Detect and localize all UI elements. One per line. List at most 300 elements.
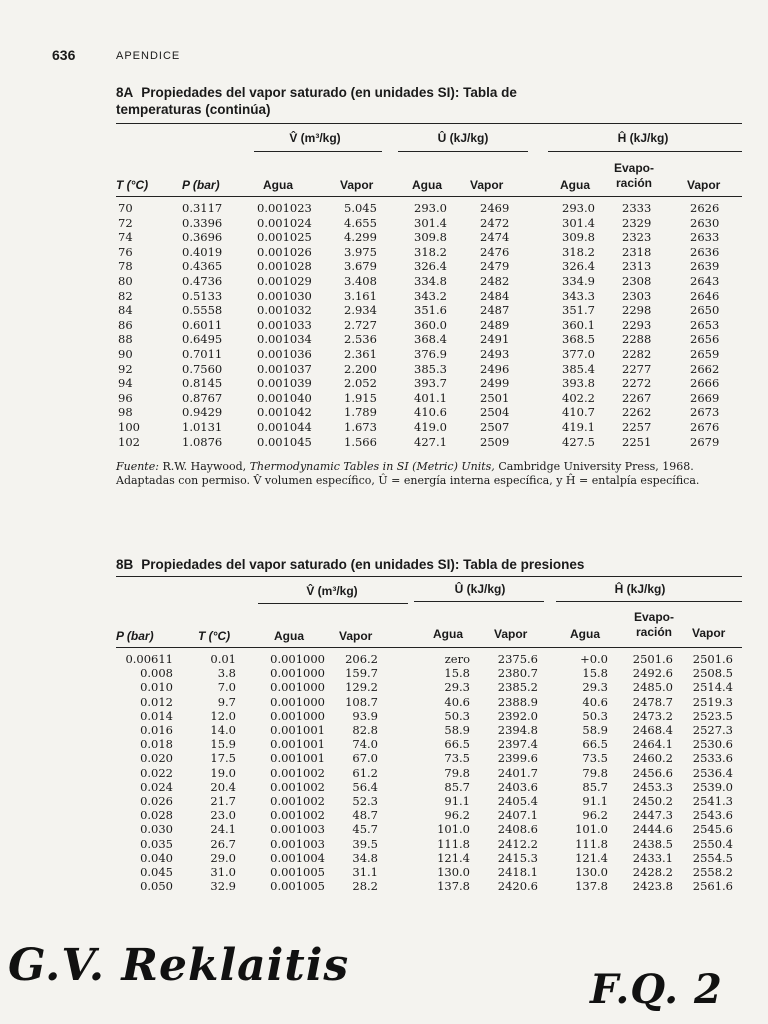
table-b-cell: 2545.6 bbox=[692, 822, 733, 837]
table-a-cell: 401.1 bbox=[414, 390, 447, 405]
table-a-cell: 2646 bbox=[690, 288, 720, 303]
table-a-cell: 2504 bbox=[480, 405, 510, 420]
table-b-cell: 12.0 bbox=[210, 708, 236, 723]
table-b-cell: 14.0 bbox=[210, 723, 236, 737]
table-a-cell: 2489 bbox=[480, 317, 510, 332]
table-b-cell: 2530.6 bbox=[692, 737, 733, 752]
table-a-cell: 402.2 bbox=[562, 390, 595, 405]
table-a-cell: 96 bbox=[118, 390, 133, 405]
table-a-cell: 2487 bbox=[480, 303, 510, 318]
table-b-cell: 2527.3 bbox=[692, 723, 733, 737]
handwritten-note: F.Q. 2 bbox=[590, 966, 723, 1013]
table-b-cell: 2423.8 bbox=[632, 879, 673, 894]
table-b-cell: 50.3 bbox=[582, 708, 608, 723]
table-a-col-u-vapor: Vapor bbox=[470, 178, 504, 192]
table-b-group-h: Ĥ (kJ/kg) bbox=[614, 582, 666, 596]
table-b-cell: 2392.0 bbox=[497, 708, 538, 723]
table-a-cell: 2.934 bbox=[344, 303, 377, 318]
table-b-cell: 0.001004 bbox=[270, 850, 325, 865]
table-b-cell: 2405.4 bbox=[497, 794, 538, 808]
table-b-cell: 2385.2 bbox=[497, 680, 538, 695]
table-a-cell: 410.7 bbox=[562, 405, 595, 420]
table-a-cell: 0.001033 bbox=[257, 317, 312, 332]
table-a-cell: 2318 bbox=[622, 244, 652, 259]
table-b-cell: 73.5 bbox=[582, 751, 608, 766]
table-a-cell: 100 bbox=[118, 420, 140, 434]
table-b-cell: 7.0 bbox=[217, 680, 236, 695]
table-a-cell: 0.001039 bbox=[257, 376, 312, 391]
table-b-cell: 137.8 bbox=[575, 879, 608, 894]
table-a-header-rule bbox=[116, 196, 742, 197]
table-b-col-h-agua: Agua bbox=[570, 627, 600, 641]
table-a-cell: 2.727 bbox=[344, 317, 377, 332]
table-a-col-h-agua: Agua bbox=[560, 178, 590, 192]
table-b-cell: 2485.0 bbox=[632, 680, 673, 695]
table-b-cell: 9.7 bbox=[217, 694, 236, 709]
page-number: 636 bbox=[52, 47, 76, 63]
table-b-cell: 2561.6 bbox=[692, 879, 733, 894]
table-b-cell: 58.9 bbox=[444, 723, 470, 737]
table-b-cell: 50.3 bbox=[444, 708, 470, 723]
table-a-cell: 2653 bbox=[690, 317, 720, 332]
table-a-cell: 2484 bbox=[480, 288, 510, 303]
table-a-cell: 2282 bbox=[622, 347, 652, 361]
table-b-cell: zero bbox=[444, 652, 470, 666]
table-b-cell: 0.018 bbox=[140, 737, 173, 752]
table-b-cell: 2375.6 bbox=[497, 652, 538, 666]
table-a-cell: 393.7 bbox=[414, 376, 447, 391]
table-b-group-v: V̂ (m³/kg) bbox=[306, 584, 358, 598]
table-a-cell: 2267 bbox=[622, 390, 652, 405]
table-a-title-line1: Propiedades del vapor saturado (en unidades SI): Tabla de bbox=[141, 85, 517, 100]
table-a-id: 8A bbox=[116, 85, 134, 100]
table-a-cell: 1.0131 bbox=[182, 420, 223, 434]
table-a-cell: 1.789 bbox=[344, 405, 377, 420]
table-a-group-rule-h bbox=[548, 151, 742, 152]
table-a-cell: 0.9429 bbox=[182, 405, 223, 420]
table-b-cell: 2447.3 bbox=[632, 808, 673, 823]
table-a-cell: 102 bbox=[118, 434, 140, 449]
table-a-cell: 2626 bbox=[690, 201, 720, 215]
table-b-cell: 39.5 bbox=[352, 836, 378, 851]
table-a-cell: 2659 bbox=[690, 347, 720, 361]
table-b-cell: 73.5 bbox=[444, 751, 470, 766]
table-b-cell: 31.1 bbox=[352, 865, 378, 879]
table-a-cell: 301.4 bbox=[414, 215, 447, 230]
table-b-cell: 15.9 bbox=[210, 737, 236, 752]
table-b-cell: 2444.6 bbox=[632, 822, 673, 837]
table-b-col-h-evap-2: ración bbox=[635, 625, 672, 639]
table-a-cell: 1.673 bbox=[344, 420, 377, 434]
table-a-cell: 334.8 bbox=[414, 274, 447, 288]
table-b-cell: 79.8 bbox=[582, 765, 608, 780]
table-a-cell: 2507 bbox=[480, 420, 510, 434]
table-a-cell: 2303 bbox=[622, 288, 652, 303]
table-b-cell: 2523.5 bbox=[692, 708, 733, 723]
table-b-header-rule bbox=[116, 647, 742, 648]
table-b-cell: 2401.7 bbox=[497, 765, 538, 780]
table-b-cell: 2519.3 bbox=[692, 694, 733, 709]
table-a-cell: 0.001045 bbox=[257, 434, 312, 449]
table-a-cell: 293.0 bbox=[414, 201, 447, 215]
table-b-cell: 0.001000 bbox=[270, 652, 325, 666]
table-a-cell: 376.9 bbox=[414, 347, 447, 361]
table-a-title-line2: temperaturas (continúa) bbox=[116, 102, 271, 117]
table-a-cell: 74 bbox=[118, 230, 133, 245]
table-b-cell: 34.8 bbox=[352, 850, 378, 865]
table-a-cell: 0.4019 bbox=[182, 244, 223, 259]
table-a-cell: 88 bbox=[118, 332, 133, 347]
table-a-cell: 2643 bbox=[690, 274, 720, 288]
table-b-cell: 0.001001 bbox=[270, 737, 325, 752]
table-b-col-u-vapor: Vapor bbox=[494, 627, 528, 641]
table-b-cell: 2399.6 bbox=[497, 751, 538, 766]
table-b-cell: 0.022 bbox=[140, 765, 173, 780]
table-b-cell: 2536.4 bbox=[692, 765, 733, 780]
table-b-group-u: Û (kJ/kg) bbox=[454, 582, 506, 596]
table-a-cell: 2329 bbox=[622, 215, 652, 230]
table-a-cell: 2662 bbox=[690, 361, 720, 376]
table-a-cell: 343.2 bbox=[414, 288, 447, 303]
table-b-cell: 0.024 bbox=[140, 779, 173, 794]
table-a-cell: 86 bbox=[118, 317, 133, 332]
table-a-col-u-agua: Agua bbox=[412, 178, 442, 192]
table-a-cell: 2479 bbox=[480, 259, 510, 274]
table-b-cell: 121.4 bbox=[437, 850, 470, 865]
table-b-cell: 2428.2 bbox=[632, 865, 673, 879]
table-a-cell: 0.8767 bbox=[182, 390, 223, 405]
table-a-cell: 0.3696 bbox=[182, 230, 223, 245]
table-a-cell: 2499 bbox=[480, 376, 510, 391]
table-b-cell: 0.001000 bbox=[270, 666, 325, 681]
table-a-cell: 351.7 bbox=[562, 303, 595, 318]
table-b-cell: 2492.6 bbox=[632, 666, 673, 681]
table-a-cell: 2633 bbox=[690, 230, 720, 245]
table-a-cell: 2636 bbox=[690, 244, 720, 259]
table-b-cell: 0.045 bbox=[140, 865, 173, 879]
table-a-cell: 3.161 bbox=[344, 288, 377, 303]
table-a-cell: 2482 bbox=[480, 274, 510, 288]
table-b-title bbox=[116, 556, 584, 573]
table-a-cell: 92 bbox=[118, 361, 133, 376]
table-a-cell: 0.001024 bbox=[257, 215, 312, 230]
table-a-cell: 2.052 bbox=[344, 376, 377, 391]
footnote-rest: Cambridge University Press, 1968. Adaptadas con permiso. V̂ volumen específico, Û = energía interna específica, y Ĥ = entalpía específica. bbox=[116, 460, 700, 487]
table-a-cell: 98 bbox=[118, 405, 133, 420]
table-b-cell: 130.0 bbox=[437, 865, 470, 879]
table-a-cell: 0.001029 bbox=[257, 274, 312, 288]
table-b-col-p: P (bar) bbox=[116, 629, 154, 643]
footnote-book: Thermodynamic Tables in SI (Metric) Units, bbox=[249, 460, 495, 473]
table-a-cell: 0.001025 bbox=[257, 230, 312, 245]
table-a-cell: 2313 bbox=[622, 259, 652, 274]
table-b-cell: 0.00611 bbox=[125, 652, 173, 666]
table-a-cell: 0.001042 bbox=[257, 405, 312, 420]
table-a-col-p: P (bar) bbox=[182, 178, 220, 192]
table-a-cell: 309.8 bbox=[562, 230, 595, 245]
footnote-label: Fuente: bbox=[116, 460, 159, 473]
table-b-col-h-evap-1: Evapo- bbox=[633, 610, 674, 624]
table-b-cell: 0.001001 bbox=[270, 723, 325, 737]
table-b-cell: 29.0 bbox=[210, 850, 236, 865]
table-b-cell: 45.7 bbox=[352, 822, 378, 837]
table-a-cell: 0.001030 bbox=[257, 288, 312, 303]
table-b-cell: 2468.4 bbox=[632, 723, 673, 737]
table-a-cell: 318.2 bbox=[414, 244, 447, 259]
table-a-cell: 0.001036 bbox=[257, 347, 312, 361]
table-b-cell: 85.7 bbox=[582, 779, 608, 794]
table-b-cell: 129.2 bbox=[345, 680, 378, 695]
table-b-cell: 0.001001 bbox=[270, 751, 325, 766]
table-a-col-v-vapor: Vapor bbox=[340, 178, 374, 192]
table-b-col-t: T (°C) bbox=[198, 629, 231, 643]
table-b-cell: 82.8 bbox=[352, 723, 378, 737]
table-a-title bbox=[116, 84, 517, 118]
table-b-cell: 2412.2 bbox=[497, 836, 538, 851]
table-a-cell: 326.4 bbox=[562, 259, 595, 274]
table-b-cell: 206.2 bbox=[345, 652, 378, 666]
table-a-cell: 2501 bbox=[480, 390, 510, 405]
table-b-cell: 40.6 bbox=[444, 694, 470, 709]
table-a-cell: 410.6 bbox=[414, 405, 447, 420]
table-a-col-h-vapor: Vapor bbox=[687, 178, 721, 192]
table-b-cell: 2415.3 bbox=[497, 850, 538, 865]
table-b-cell: 0.001002 bbox=[270, 808, 325, 823]
table-b-cell: 2380.7 bbox=[497, 666, 538, 681]
table-b-cell: 17.5 bbox=[210, 751, 236, 766]
table-a-cell: 419.1 bbox=[562, 420, 595, 434]
table-b-cell: 2407.1 bbox=[497, 808, 538, 823]
table-b-cell: 91.1 bbox=[582, 794, 608, 808]
table-a-cell: 293.0 bbox=[562, 201, 595, 215]
table-b-group-rule-h bbox=[556, 601, 742, 602]
table-b-cell: 2456.6 bbox=[632, 765, 673, 780]
table-b-cell: 40.6 bbox=[582, 694, 608, 709]
table-a-cell: 2257 bbox=[622, 420, 652, 434]
table-b-cell: 137.8 bbox=[437, 879, 470, 894]
table-b-cell: 0.001002 bbox=[270, 779, 325, 794]
table-b-cell: 108.7 bbox=[345, 694, 378, 709]
table-a-cell: 0.001028 bbox=[257, 259, 312, 274]
table-a-cell: 368.4 bbox=[414, 332, 447, 347]
table-b-cell: 0.050 bbox=[140, 879, 173, 894]
table-a-top-rule bbox=[116, 123, 742, 124]
table-b-cell: 96.2 bbox=[582, 808, 608, 823]
table-b-cell: 96.2 bbox=[444, 808, 470, 823]
table-b-cell: 0.012 bbox=[140, 694, 173, 709]
table-a-cell: 82 bbox=[118, 288, 133, 303]
table-b-cell: 58.9 bbox=[582, 723, 608, 737]
table-a-cell: 0.001032 bbox=[257, 303, 312, 318]
table-b-cell: 21.7 bbox=[210, 794, 236, 808]
table-b-cell: 2394.8 bbox=[497, 723, 538, 737]
table-a-cell: 385.3 bbox=[414, 361, 447, 376]
table-a-cell: 2639 bbox=[690, 259, 720, 274]
table-a-cell: 2474 bbox=[480, 230, 510, 245]
table-a-cell: 2496 bbox=[480, 361, 510, 376]
table-a-cell: 2288 bbox=[622, 332, 652, 347]
table-b-cell: 2388.9 bbox=[497, 694, 538, 709]
table-a-cell: 0.5558 bbox=[182, 303, 223, 318]
section-label: APENDICE bbox=[116, 50, 181, 62]
table-b-cell: 3.8 bbox=[217, 666, 236, 681]
table-a-cell: 2630 bbox=[690, 215, 720, 230]
table-a-cell: 0.001023 bbox=[257, 201, 312, 215]
table-a-cell: 360.0 bbox=[414, 317, 447, 332]
table-a-group-v: V̂ (m³/kg) bbox=[289, 131, 341, 145]
table-a-cell: 301.4 bbox=[562, 215, 595, 230]
handwritten-name: G.V. Reklaitis bbox=[8, 940, 350, 991]
table-b-cell: 130.0 bbox=[575, 865, 608, 879]
table-b-title-text: Propiedades del vapor saturado (en unidades SI): Tabla de presiones bbox=[141, 557, 585, 572]
table-b-cell: 56.4 bbox=[352, 779, 378, 794]
table-b-cell: 0.014 bbox=[140, 708, 173, 723]
table-b-cell: 0.001002 bbox=[270, 765, 325, 780]
table-a-cell: 2666 bbox=[690, 376, 720, 391]
table-a-col-h-evap-1: Evapo- bbox=[613, 161, 654, 175]
table-a-cell: 0.7560 bbox=[182, 361, 223, 376]
table-b-cell: 101.0 bbox=[575, 822, 608, 837]
table-b-cell: 2508.5 bbox=[692, 666, 733, 681]
table-a-cell: 2491 bbox=[480, 332, 510, 347]
table-a-cell: 2.361 bbox=[344, 347, 377, 361]
table-b-cell: 85.7 bbox=[444, 779, 470, 794]
table-a-cell: 4.299 bbox=[344, 230, 377, 245]
table-a-cell: 3.679 bbox=[344, 259, 377, 274]
table-a-cell: 2262 bbox=[622, 405, 652, 420]
table-b-id: 8B bbox=[116, 557, 134, 572]
table-b-cell: 0.028 bbox=[140, 808, 173, 823]
table-b-cell: 66.5 bbox=[582, 737, 608, 752]
table-a-cell: 343.3 bbox=[562, 288, 595, 303]
table-a-cell: 2323 bbox=[622, 230, 652, 245]
table-b-cell: 0.001000 bbox=[270, 694, 325, 709]
table-a-cell: 2333 bbox=[622, 201, 652, 215]
table-b-group-rule-v bbox=[258, 603, 408, 604]
table-b-cell: 2533.6 bbox=[692, 751, 733, 766]
table-a-cell: 427.1 bbox=[414, 434, 447, 449]
table-a-cell: 2493 bbox=[480, 347, 510, 361]
table-a-cell: 2472 bbox=[480, 215, 510, 230]
table-a-col-v-agua: Agua bbox=[263, 178, 293, 192]
table-b-cell: 29.3 bbox=[444, 680, 470, 695]
table-a-cell: 2272 bbox=[622, 376, 652, 391]
table-b-cell: 24.1 bbox=[210, 822, 236, 837]
table-b-cell: 111.8 bbox=[575, 836, 608, 851]
table-b-col-u-agua: Agua bbox=[433, 627, 463, 641]
table-a-cell: 360.1 bbox=[562, 317, 595, 332]
table-b-cell: 2514.4 bbox=[692, 680, 733, 695]
table-a-cell: 5.045 bbox=[344, 201, 377, 215]
table-b-cell: 79.8 bbox=[444, 765, 470, 780]
table-b-col-v-agua: Agua bbox=[274, 629, 304, 643]
table-a-cell: 78 bbox=[118, 259, 133, 274]
table-b-cell: 2501.6 bbox=[632, 652, 673, 666]
table-b-cell: 20.4 bbox=[210, 779, 236, 794]
table-b-cell: 2541.3 bbox=[692, 794, 733, 808]
table-b-cell: 2554.5 bbox=[692, 850, 733, 865]
table-a-cell: 2469 bbox=[480, 201, 510, 215]
table-a-cell: 0.001034 bbox=[257, 332, 312, 347]
table-b-cell: 15.8 bbox=[582, 666, 608, 681]
table-b-cell: 2464.1 bbox=[632, 737, 673, 752]
table-a-cell: 2650 bbox=[690, 303, 720, 318]
table-a-cell: 334.9 bbox=[562, 274, 595, 288]
table-a-cell: 309.8 bbox=[414, 230, 447, 245]
table-a-cell: 2679 bbox=[690, 434, 720, 449]
table-b-cell: 2450.2 bbox=[632, 794, 673, 808]
table-b-cell: 101.0 bbox=[437, 822, 470, 837]
table-b-cell: 91.1 bbox=[444, 794, 470, 808]
table-a-cell: 2298 bbox=[622, 303, 652, 318]
table-a-cell: 427.5 bbox=[562, 434, 595, 449]
table-a-cell: 385.4 bbox=[562, 361, 595, 376]
table-b-col-h-evap bbox=[626, 610, 682, 640]
table-b-cell: 0.001005 bbox=[270, 865, 325, 879]
table-b-cell: 2453.3 bbox=[632, 779, 673, 794]
table-b-cell: 66.5 bbox=[444, 737, 470, 752]
table-a-cell: 0.4736 bbox=[182, 274, 223, 288]
table-b-cell: 2460.2 bbox=[632, 751, 673, 766]
footnote-author: R.W. Haywood, bbox=[162, 460, 247, 473]
table-a-cell: 0.7011 bbox=[182, 347, 223, 361]
table-a-cell: 0.001044 bbox=[257, 420, 312, 434]
table-b-cell: 0.001002 bbox=[270, 794, 325, 808]
table-b-cell: 31.0 bbox=[210, 865, 236, 879]
table-b-cell: +0.0 bbox=[580, 652, 608, 666]
table-a-cell: 419.0 bbox=[414, 420, 447, 434]
table-a-col-h-evap bbox=[607, 161, 661, 191]
table-b-cell: 2408.6 bbox=[497, 822, 538, 837]
table-a-cell: 3.975 bbox=[344, 244, 377, 259]
table-b-cell: 2397.4 bbox=[497, 737, 538, 752]
table-a-cell: 2.200 bbox=[344, 361, 377, 376]
table-b-cell: 67.0 bbox=[352, 751, 378, 766]
table-a-cell: 2656 bbox=[690, 332, 720, 347]
table-b-cell: 0.030 bbox=[140, 822, 173, 837]
table-a-cell: 318.2 bbox=[562, 244, 595, 259]
table-b-cell: 29.3 bbox=[582, 680, 608, 695]
table-b-cell: 111.8 bbox=[437, 836, 470, 851]
table-b-cell: 159.7 bbox=[345, 666, 378, 681]
table-a-cell: 76 bbox=[118, 244, 133, 259]
table-a-cell: 90 bbox=[118, 347, 133, 361]
table-b-group-rule-u bbox=[414, 601, 544, 602]
table-a-cell: 326.4 bbox=[414, 259, 447, 274]
table-a-cell: 0.5133 bbox=[182, 288, 223, 303]
table-b-cell: 2403.6 bbox=[497, 779, 538, 794]
table-b-cell: 93.9 bbox=[352, 708, 378, 723]
table-b-cell: 0.010 bbox=[140, 680, 173, 695]
table-b-cell: 0.016 bbox=[140, 723, 173, 737]
table-a-cell: 2676 bbox=[690, 420, 720, 434]
table-b-cell: 52.3 bbox=[352, 794, 378, 808]
table-b-cell: 2501.6 bbox=[692, 652, 733, 666]
table-a-cell: 84 bbox=[118, 303, 133, 318]
table-a-group-h: Ĥ (kJ/kg) bbox=[617, 131, 669, 145]
table-b-cell: 2473.2 bbox=[632, 708, 673, 723]
table-a-cell: 0.8145 bbox=[182, 376, 223, 391]
table-b-cell: 32.9 bbox=[210, 879, 236, 894]
table-a-cell: 1.915 bbox=[344, 390, 377, 405]
table-b-cell: 48.7 bbox=[352, 808, 378, 823]
table-a-group-rule-u bbox=[398, 151, 528, 152]
table-b-cell: 2433.1 bbox=[632, 850, 673, 865]
table-a-cell: 0.4365 bbox=[182, 259, 223, 274]
table-a-cell: 80 bbox=[118, 274, 133, 288]
table-b-cell: 2420.6 bbox=[497, 879, 538, 894]
table-b-cell: 0.01 bbox=[210, 652, 236, 666]
